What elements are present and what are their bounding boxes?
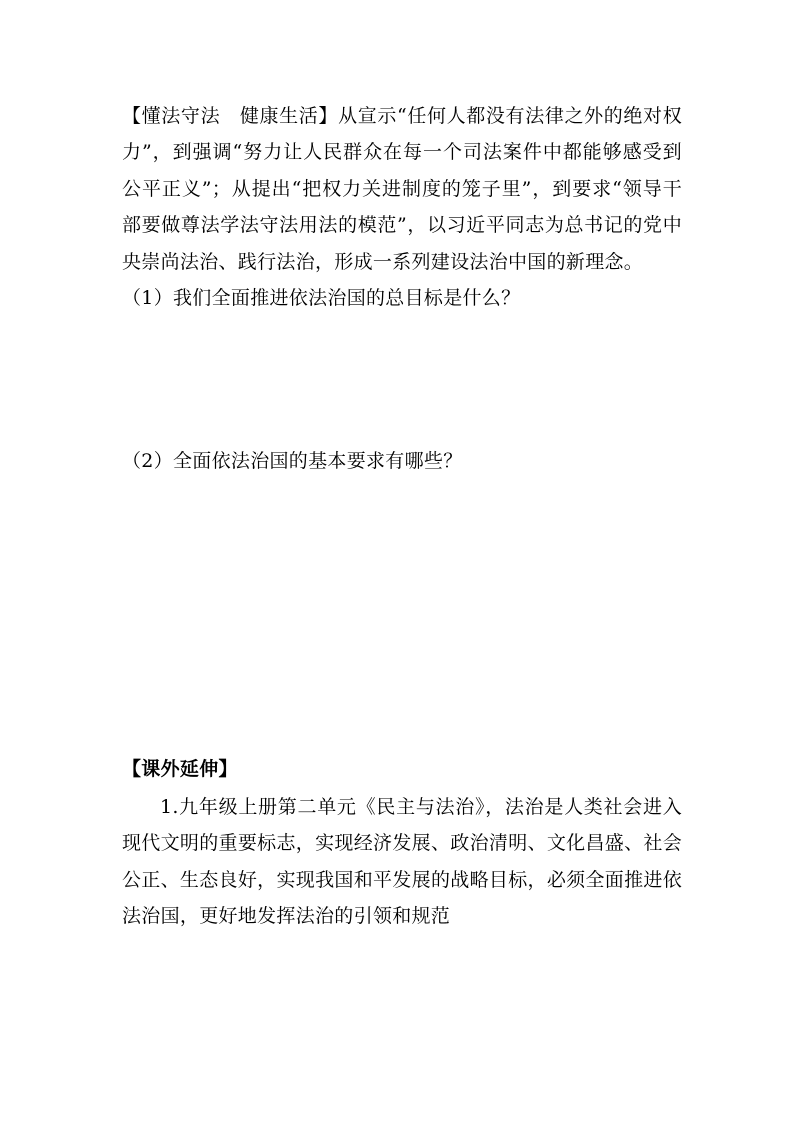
extension-paragraph: 1.九年级上册第二单元《民主与法治》，法治是人类社会进入现代文明的重要标志，实现经济发展、政治清明、文化昌盛、社会公正、生态良好，实现我国和平发展的战略目标，必须全面推进依法治国，更好地发挥法治的引领和规范 <box>122 796 682 928</box>
document-content <box>122 98 682 935</box>
intro-paragraph: 【懂法守法 健康生活】从宣示“任何人都没有法律之外的绝对权力”，到强调“努力让人民群众在每一个司法案件中都能够感受到公平正义”；从提出“把权力关进制度的笼子里”，到要求“领导干部要做尊法学法守法用法的模范”，以习近平同志为总书记的党中央崇尚法治、践行法治，形成一系列建设法治中国的新理念。 <box>122 105 682 273</box>
extension-section-title: 【课外延伸】 <box>122 758 238 781</box>
question-1: （1）我们全面推进依法治国的总目标是什么？ <box>122 287 521 310</box>
question-2: （2）全面依法治国的基本要求有哪些？ <box>122 450 463 473</box>
